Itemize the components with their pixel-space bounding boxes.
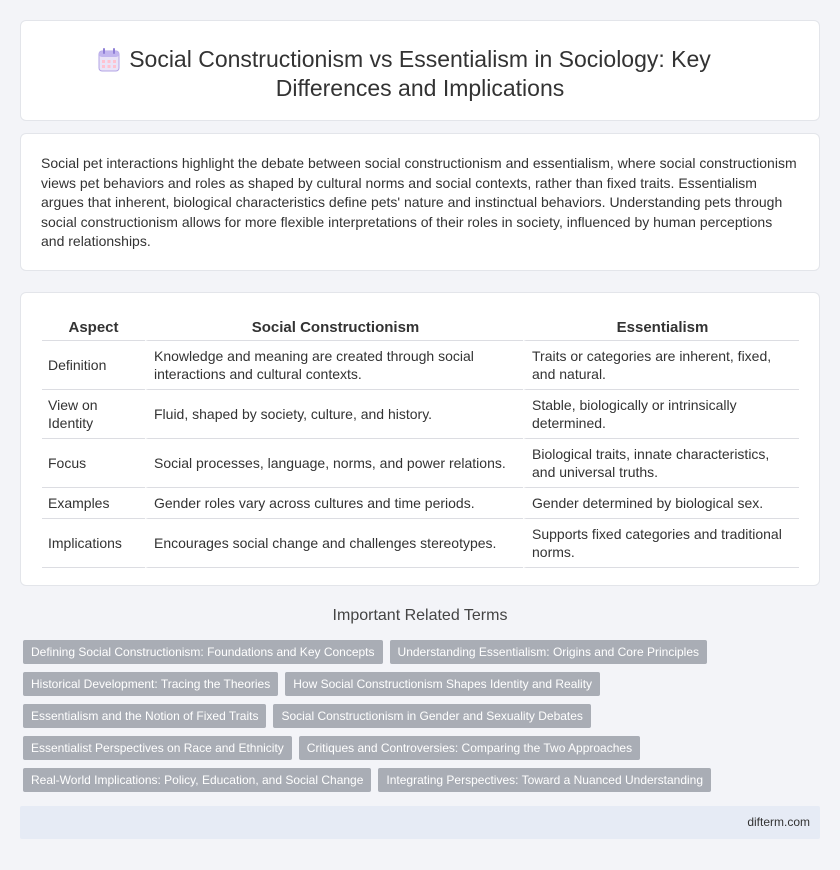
cell-essentialism: Biological traits, innate characteristics, and universal truths. xyxy=(523,439,799,488)
cell-social-constructionism: Encourages social change and challenges stereotypes. xyxy=(145,519,523,568)
cell-aspect: View on Identity xyxy=(42,390,145,439)
intro-card xyxy=(20,133,820,271)
related-term-tag[interactable]: Integrating Perspectives: Toward a Nuanced Understanding xyxy=(378,768,711,792)
cell-aspect: Examples xyxy=(42,488,145,519)
related-term-tag[interactable]: Social Constructionism in Gender and Sexuality Debates xyxy=(273,704,591,728)
cell-essentialism: Stable, biologically or intrinsically determined. xyxy=(523,390,799,439)
footer-bar xyxy=(20,806,820,839)
header-aspect: Aspect xyxy=(42,315,145,341)
related-term-tag[interactable]: Defining Social Constructionism: Foundations and Key Concepts xyxy=(23,640,383,664)
intro-paragraph: Social pet interactions highlight the debate between social constructionism and essentialism, where social constructionism views pet behaviors and roles as shaped by cultural norms and social contexts, rather than fixed traits. Essentialism argues that inherent, biological characteristics define pets' nature and instinctual behaviors. Understanding pets through social constructionism allows for more flexible interpretations of their roles in society, influenced by human perceptions and relationships. xyxy=(41,155,797,250)
comparison-table xyxy=(42,315,799,568)
cell-essentialism: Gender determined by biological sex. xyxy=(523,488,799,519)
table-row xyxy=(42,341,799,390)
cell-aspect: Definition xyxy=(42,341,145,390)
related-term-tag[interactable]: Historical Development: Tracing the Theories xyxy=(23,672,278,696)
header-card xyxy=(20,20,820,121)
table-row xyxy=(42,390,799,439)
cell-essentialism: Supports fixed categories and traditional norms. xyxy=(523,519,799,568)
cell-social-constructionism: Knowledge and meaning are created through social interactions and cultural contexts. xyxy=(145,341,523,390)
cell-social-constructionism: Social processes, language, norms, and power relations. xyxy=(145,439,523,488)
page-title: Social Constructionism vs Essentialism in Sociology: Key Differences and Implications xyxy=(129,46,711,101)
cell-social-constructionism: Fluid, shaped by society, culture, and history. xyxy=(145,390,523,439)
comparison-table-card xyxy=(20,292,820,586)
header-essentialism: Essentialism xyxy=(523,315,799,341)
related-term-tag[interactable]: Essentialist Perspectives on Race and Ethnicity xyxy=(23,736,292,760)
related-terms-list xyxy=(23,640,813,800)
cell-aspect: Implications xyxy=(42,519,145,568)
related-term-tag[interactable]: Essentialism and the Notion of Fixed Traits xyxy=(23,704,266,728)
related-term-tag[interactable]: Understanding Essentialism: Origins and Core Principles xyxy=(390,640,707,664)
table-row xyxy=(42,488,799,519)
related-term-tag[interactable]: How Social Constructionism Shapes Identity and Reality xyxy=(285,672,600,696)
cell-social-constructionism: Gender roles vary across cultures and time periods. xyxy=(145,488,523,519)
header-social-constructionism: Social Constructionism xyxy=(145,315,523,341)
footer-site-link[interactable]: difterm.com xyxy=(747,815,810,829)
related-term-tag[interactable]: Critiques and Controversies: Comparing the Two Approaches xyxy=(299,736,640,760)
related-terms-heading: Important Related Terms xyxy=(332,607,508,624)
related-term-tag[interactable]: Real-World Implications: Policy, Education, and Social Change xyxy=(23,768,371,792)
cell-aspect: Focus xyxy=(42,439,145,488)
table-row xyxy=(42,519,799,568)
cell-essentialism: Traits or categories are inherent, fixed, and natural. xyxy=(523,341,799,390)
table-header-row xyxy=(42,315,799,341)
table-row xyxy=(42,439,799,488)
